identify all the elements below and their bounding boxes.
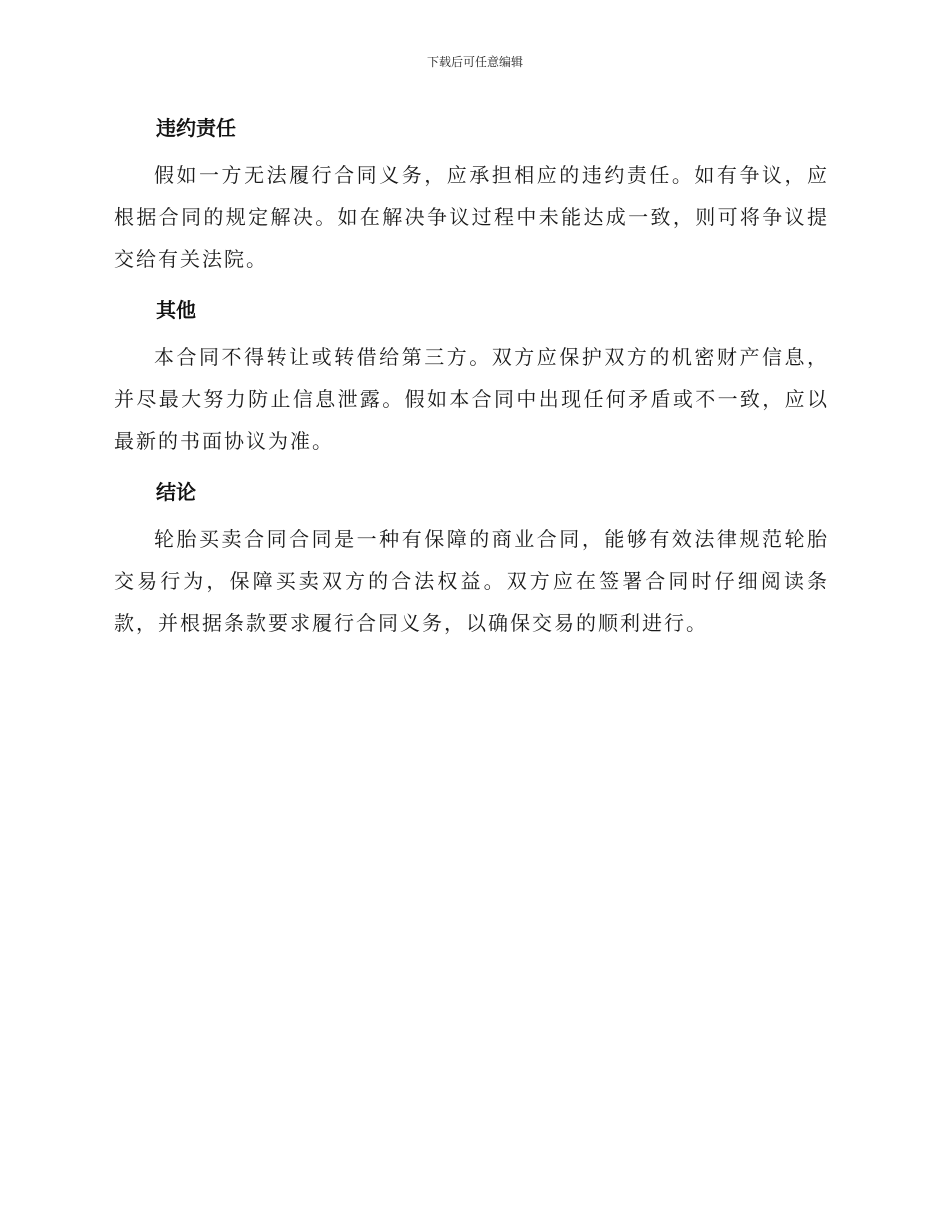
section-other	[114, 290, 829, 462]
section-paragraph: 轮胎买卖合同合同是一种有保障的商业合同，能够有效法律规范轮胎交易行为，保障买卖双方的合法权益。双方应在签署合同时仔细阅读条款，并根据条款要求履行合同义务，以确保交易的顺利进行。	[114, 527, 829, 635]
page-header: 下载后可任意编辑	[426, 55, 523, 69]
section-heading: 结论	[156, 480, 196, 504]
document-body	[114, 108, 829, 654]
section-breach-liability	[114, 108, 829, 280]
section-heading: 违约责任	[156, 116, 236, 140]
section-paragraph: 本合同不得转让或转借给第三方。双方应保护双方的机密财产信息，并尽最大努力防止信息泄露。假如本合同中出现任何矛盾或不一致，应以最新的书面协议为准。	[114, 345, 829, 453]
section-paragraph: 假如一方无法履行合同义务，应承担相应的违约责任。如有争议，应根据合同的规定解决。如在解决争议过程中未能达成一致，则可将争议提交给有关法院。	[114, 163, 829, 271]
section-heading: 其他	[156, 298, 196, 322]
section-conclusion	[114, 472, 829, 644]
